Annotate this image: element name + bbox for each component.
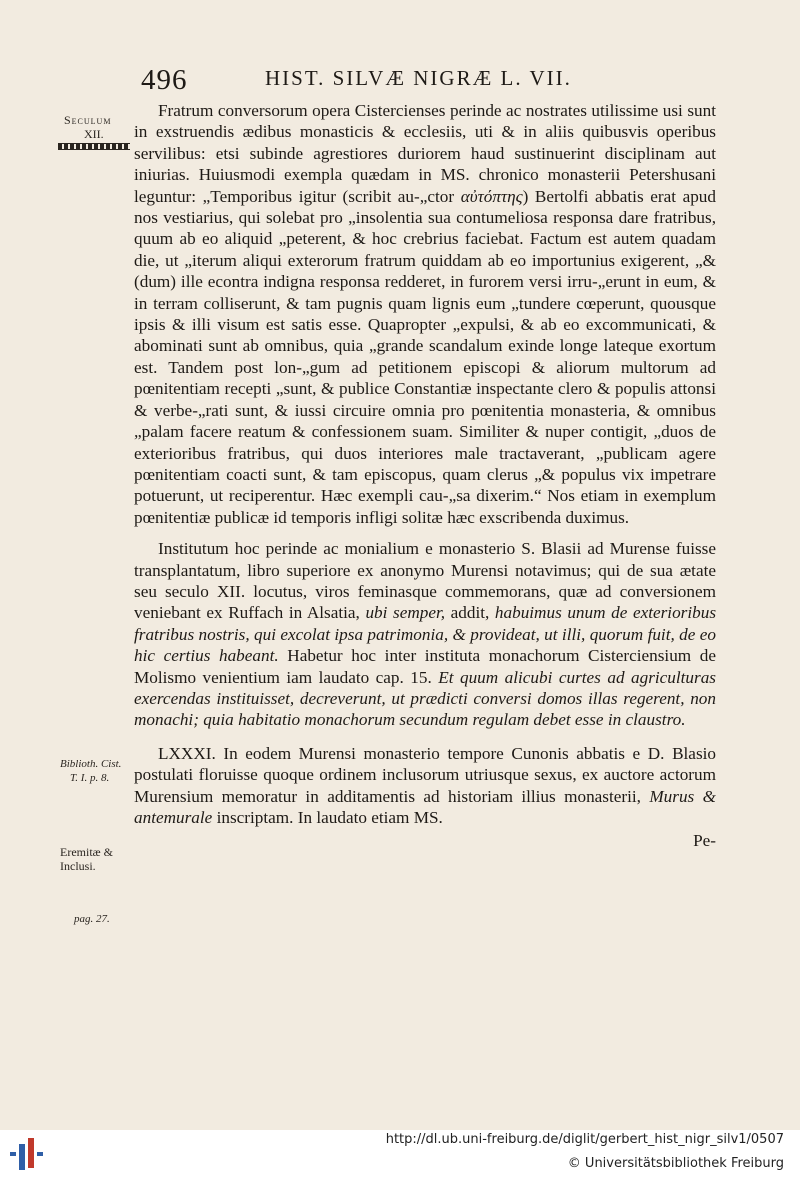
paragraph-2-italic-b: habuimus unum de exterioribus fratribus nostris, qui excolat ipsa patrimonia, & provideat, ut illi, quorum fuit, de eo hic certius habeant. — [134, 603, 717, 666]
catchword: Pe- — [693, 831, 716, 851]
paragraph-3-text-a: LXXXI. In eodem Murensi monasterio tempore Cunonis abbatis e D. Blasio postulati floruisse quoque ordinem inclusorum utriusque sexus, ex auctore actorum Murensium memoratur in additamentis ad historiam illius monasterii, — [134, 743, 716, 806]
margin-note-bibliotheca: Biblioth. Cist. — [60, 758, 122, 770]
paragraph-2-text-b: addit, — [445, 603, 495, 623]
paragraph-2-italic-c: Et quum alicubi curtes ad agriculturas exercendas instituisset, decreverunt, ut prædicti conversi domos illas regerent, non monachi; quia habitatio monachorum secundum regulam debet esse in claustro. — [134, 667, 716, 730]
margin-note-eremitae: Eremitæ & — [60, 845, 113, 859]
paragraph-1-text-a: Fratrum conversorum opera Cistercienses perinde ac nostrates utilissime usi sunt in exstruendis ædibus monasticis & ecclesiis, uti & in aliis quibusvis operibus servilibus: etsi subinde agrestiores duriorem haud sustinuerint disciplinam aut iniurias. Huiusmodi exempla quædam in MS. chronico monasterii Petershusani leguntur: „Temporibus igitur (scribit au-„ctor — [134, 101, 716, 206]
running-head: HIST. SILVÆ NIGRÆ L. VII. — [265, 66, 572, 90]
paragraph-3-text-b: inscriptam. In laudato etiam MS. — [212, 808, 443, 827]
margin-note-inclusi: Inclusi. — [60, 859, 96, 873]
paragraph-2-italic-a: ubi semper, — [365, 603, 446, 623]
margin-note-seculum-number: XII. — [84, 127, 104, 141]
margin-note-seculum: Seculum — [64, 113, 112, 127]
copyright-notice: © Universitätsbibliothek Freiburg — [567, 1156, 784, 1171]
main-text — [134, 100, 716, 852]
page-number: 496 — [141, 64, 188, 96]
paragraph-1 — [134, 100, 716, 528]
paragraph-3-italic: Murus & antemurale — [134, 786, 716, 827]
margin-ornament — [58, 143, 130, 150]
paragraph-3 — [134, 743, 716, 829]
paragraph-1-text-b: ) Bertolfi abbatis erat apud nos vestiarius, qui solebat pro „insolentia sua contumeliosa responsa dare fratribus, quum ab eo aliquid „peterent, & hoc crebrius faciebat. Factum est autem quadam die, ut „iterum aliqui exterorum fratrum quiddam ab eo importunius exigerent, „& (dum) ille econtra indigna responsa redderet, in furorem versi irru-„erunt in eum, & in terram colliserunt, & tam pugnis quam lignis eum „tundere cœperunt, quousque ipsis & illi visum est satis esse. Quapropter „expulsi, & ab eo excommunicati, & abominati sunt ab omnibus, quia „grande scandalum exinde longe lateque exortum est. Tandem post lon-„gum ad petitionem episcopi & aliorum multorum ad pœnitentiam recepti „sunt, & publice Constantiæ inspectante clero & populis attonsi & verbe-„rati sunt, & iussi circuire omnia pro pœnitentia monasteria, & omnibus „palam facere reatum & confessionem suam. Similiter & nuper contigit, „duos de exterioribus fratribus, qui duos interiores male tractaverant, „publicam agere pœnitentiam coacti sunt, & tam episcopus, quam clerus „& populus vix impetrare potuerunt, ut reciperentur. Hæc exempli cau-„sa dixerim.“ Nos etiam in exemplum pœnitentiæ publicæ id temporis infligi solitæ hæc exscribenda duximus. — [134, 186, 716, 527]
paragraph-2-text-c: Habetur hoc inter instituta monachorum Cisterciensium de Molismo venientium iam laudato cap. 15. — [134, 646, 716, 687]
source-url-link[interactable]: http://dl.ub.uni-freiburg.de/diglit/gerbert_hist_nigr_silv1/0507 — [385, 1132, 784, 1147]
library-logo-icon — [8, 1134, 46, 1174]
greek-word: αὐτόπτης — [460, 186, 523, 206]
margin-note-bibliotheca-ref: T. I. p. 8. — [70, 772, 110, 784]
margin-note-page-ref: pag. 27. — [74, 913, 110, 925]
paragraph-2-text-a: Institutum hoc perinde ac monialium e monasterio S. Blasii ad Murense fuisse transplantatum, libro superiore ex anonymo Murensi notavimus; qui de sua ætate seu seculo XII. locutus, viros feminasque commemorans, quæ ad conversionem veniebant ex Ruffach in Alsatia, — [134, 539, 716, 623]
paragraph-2 — [134, 538, 716, 731]
footer-bar — [0, 1130, 800, 1178]
